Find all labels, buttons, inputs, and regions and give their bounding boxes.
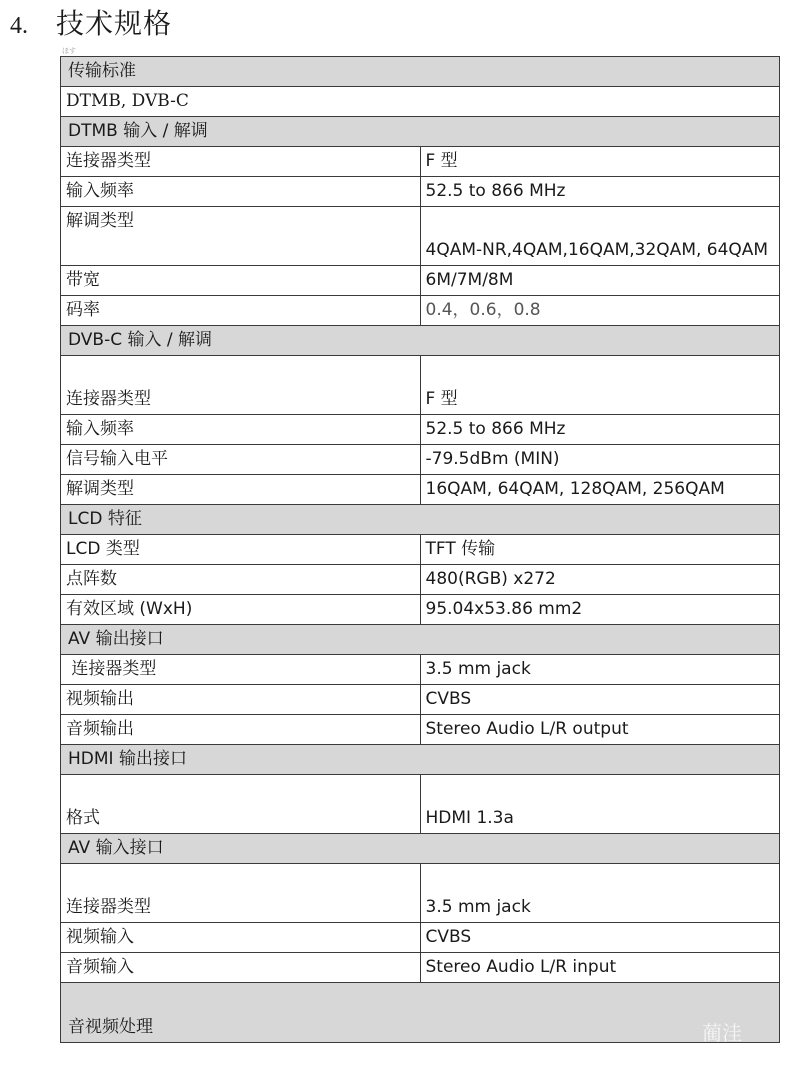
- spec-value: 52.5 to 866 MHz: [420, 177, 780, 207]
- spec-key: 视频输入: [61, 923, 421, 953]
- spec-row: [61, 864, 780, 923]
- corner-mark: ほす: [62, 47, 76, 55]
- spec-value: 95.04x53.86 mm2: [420, 595, 780, 625]
- section-label: HDMI 输出接口: [61, 745, 780, 775]
- spec-value: CVBS: [420, 685, 780, 715]
- spec-row: [61, 177, 780, 207]
- spec-key: 解调类型: [61, 207, 421, 266]
- spec-value: F 型: [420, 356, 780, 415]
- spec-row: [61, 685, 780, 715]
- spec-table: [60, 56, 780, 1043]
- watermark-text: 蔺洼: [702, 1021, 742, 1045]
- section-row: [61, 983, 780, 1043]
- spec-key: 连接器类型: [61, 864, 421, 923]
- spec-key: 输入频率: [61, 177, 421, 207]
- spec-value: 480(RGB) x272: [420, 565, 780, 595]
- spec-row: [61, 356, 780, 415]
- section-label: DVB-C 输入 / 解调: [61, 326, 780, 356]
- section-row: [61, 57, 780, 87]
- section-heading: [10, 2, 172, 42]
- section-number: 4.: [10, 13, 28, 39]
- spec-row: [61, 207, 780, 266]
- spec-row: [61, 147, 780, 177]
- spec-row: [61, 715, 780, 745]
- spec-key: 带宽: [61, 266, 421, 296]
- spec-key: 输入频率: [61, 415, 421, 445]
- spec-row: [61, 296, 780, 326]
- spec-key: 格式: [61, 775, 421, 834]
- section-label: AV 输入接口: [61, 834, 780, 864]
- full-row: [61, 87, 780, 117]
- spec-key: 连接器类型: [61, 655, 421, 685]
- spec-value: -79.5dBm (MIN): [420, 445, 780, 475]
- spec-row: [61, 266, 780, 296]
- spec-value: 6M/7M/8M: [420, 266, 780, 296]
- spec-key: 视频输出: [61, 685, 421, 715]
- spec-key: 连接器类型: [61, 147, 421, 177]
- spec-key: LCD 类型: [61, 535, 421, 565]
- section-row: [61, 505, 780, 535]
- spec-key: 音频输入: [61, 953, 421, 983]
- spec-row: [61, 923, 780, 953]
- spec-key: 点阵数: [61, 565, 421, 595]
- spec-row: [61, 775, 780, 834]
- spec-value: 52.5 to 866 MHz: [420, 415, 780, 445]
- spec-row: [61, 535, 780, 565]
- spec-row: [61, 655, 780, 685]
- spec-row: [61, 953, 780, 983]
- spec-value: TFT 传输: [420, 535, 780, 565]
- spec-key: 码率: [61, 296, 421, 326]
- spec-row: [61, 595, 780, 625]
- spec-value: 0.4，0.6，0.8: [420, 296, 780, 326]
- section-row: [61, 326, 780, 356]
- spec-value: 3.5 mm jack: [420, 864, 780, 923]
- spec-key: 信号输入电平: [61, 445, 421, 475]
- spec-row: [61, 475, 780, 505]
- spec-key: 音频输出: [61, 715, 421, 745]
- spec-value: HDMI 1.3a: [420, 775, 780, 834]
- spec-key: 有效区域 (WxH): [61, 595, 421, 625]
- section-row: [61, 834, 780, 864]
- section-label: 音视频处理: [61, 983, 780, 1043]
- spec-value: Stereo Audio L/R input: [420, 953, 780, 983]
- section-label: 传输标准: [61, 57, 780, 87]
- section-row: [61, 117, 780, 147]
- spec-value: 16QAM, 64QAM, 128QAM, 256QAM: [420, 475, 780, 505]
- section-label: AV 输出接口: [61, 625, 780, 655]
- spec-row: [61, 415, 780, 445]
- spec-key: 连接器类型: [61, 356, 421, 415]
- standard-value: DTMB, DVB-C: [61, 87, 780, 117]
- section-title: 技术规格: [56, 7, 173, 40]
- section-row: [61, 745, 780, 775]
- spec-row: [61, 565, 780, 595]
- section-label: DTMB 输入 / 解调: [61, 117, 780, 147]
- spec-value: 4QAM-NR,4QAM,16QAM,32QAM, 64QAM: [420, 207, 780, 266]
- spec-value: F 型: [420, 147, 780, 177]
- spec-value: CVBS: [420, 923, 780, 953]
- spec-value: 3.5 mm jack: [420, 655, 780, 685]
- spec-value: Stereo Audio L/R output: [420, 715, 780, 745]
- section-row: [61, 625, 780, 655]
- spec-row: [61, 445, 780, 475]
- spec-key: 解调类型: [61, 475, 421, 505]
- section-label: LCD 特征: [61, 505, 780, 535]
